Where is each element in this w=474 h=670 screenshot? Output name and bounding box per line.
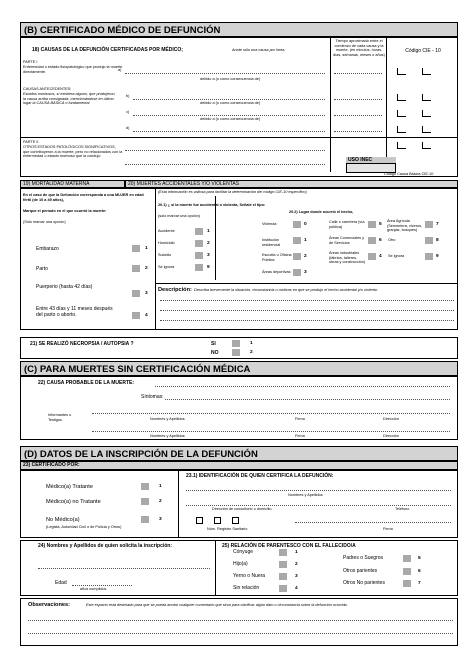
cie-box-a2[interactable] bbox=[422, 68, 431, 75]
q19-code-1: 1 bbox=[145, 246, 148, 251]
q201-checkbox-1[interactable] bbox=[195, 228, 203, 235]
cie-box-c2[interactable] bbox=[422, 110, 431, 117]
time-line-c bbox=[334, 115, 382, 116]
q25-checkbox-7[interactable] bbox=[403, 580, 411, 587]
q202-area-agricola: Área Agrícola (Sementera, viveros, granjas, bosques) bbox=[387, 219, 423, 233]
observaciones-note: Este espacio está destinado para que se pueda anotar cualquier comentario que sirva para clarificar algún dato o circunstancia sobre la defunción ocurrida. bbox=[86, 603, 348, 607]
q25-checkbox-3[interactable] bbox=[279, 573, 287, 580]
parte2-desc: OTROS ESTADOS PATOLÓGICOS SIGNIFICATIVOS, que contribuyeron a la muerte, pero no relacionados con la enfermedad o estado morboso que la condujo bbox=[23, 145, 123, 159]
descripcion-line-2 bbox=[160, 310, 454, 311]
time-line-d bbox=[334, 131, 382, 132]
informante-line-1 bbox=[92, 413, 450, 414]
q25-checkbox-5[interactable] bbox=[403, 555, 411, 562]
q19-checkbox-1[interactable] bbox=[132, 245, 140, 252]
q201-checkbox-3[interactable] bbox=[195, 252, 203, 259]
q20-label: 20) MUERTES ACCIDENTALES Y/O VIOLENTAS bbox=[128, 181, 240, 187]
cie-box-a[interactable] bbox=[397, 68, 406, 75]
q23-bar bbox=[20, 461, 458, 470]
q19-intro: En el caso de que la Defunción corresponda a una MUJER en edad fértil (de 10 a 49 años), bbox=[23, 193, 144, 202]
sintomas-line bbox=[165, 399, 450, 400]
q24-label: 24) Nombres y Apellidos de quien solicita la inscripción: bbox=[38, 543, 173, 549]
q19-code-4: 4 bbox=[145, 313, 148, 318]
q202-checkbox-0[interactable] bbox=[293, 221, 301, 228]
q202-areas-comerciales: Áreas Comerciales y de Servicios bbox=[329, 236, 365, 245]
q24-line bbox=[38, 568, 210, 569]
q202-code-9: 9 bbox=[436, 254, 439, 259]
cause-line-b bbox=[133, 99, 325, 100]
q18-note: Anote sólo una causa por línea. bbox=[232, 48, 286, 52]
q23-code-2: 2 bbox=[159, 499, 162, 504]
q231-nombres: Nombres y Apellidos bbox=[288, 493, 323, 497]
q19-checkbox-4[interactable] bbox=[132, 312, 140, 319]
q202-code-1: 1 bbox=[304, 238, 307, 243]
cie-box-b[interactable] bbox=[397, 94, 406, 101]
q19-option-43dias: Entre 43 días y 11 meses después del parto o aborto. bbox=[36, 306, 113, 318]
q201-code-2: 2 bbox=[207, 241, 210, 246]
registro-box-1[interactable] bbox=[196, 517, 203, 524]
edad-line bbox=[72, 585, 132, 586]
q19-question: Marque el período en el que ocurrió la muerte: bbox=[23, 209, 107, 213]
q201-q202-divider bbox=[215, 196, 216, 280]
q202-code-8: 8 bbox=[436, 238, 439, 243]
q21-code-1: 1 bbox=[250, 341, 253, 346]
q231-line-1 bbox=[186, 490, 451, 491]
obs-line-1 bbox=[28, 620, 453, 621]
col-direccion-1: Dirección bbox=[383, 417, 399, 421]
q23-option-no-medico: No Médico(a) bbox=[46, 517, 80, 523]
parte2-line-1 bbox=[125, 150, 325, 151]
consecuencia-a: debido a (o como consecuencia de) bbox=[200, 77, 261, 81]
q23-label: 23) CERTIFICADO POR: bbox=[23, 462, 80, 468]
q201-code-1: 1 bbox=[207, 229, 210, 234]
q202-calle: Calle o carretera (vía pública) bbox=[329, 220, 365, 229]
q23-option-tratante: Médico(a) Tratante bbox=[46, 484, 93, 490]
q19-option-embarazo: Embarazo bbox=[36, 246, 59, 252]
causas-title: CAUSAS ANTECEDENTES: bbox=[23, 87, 72, 91]
q202-checkbox-3[interactable] bbox=[293, 269, 301, 276]
q25-yerno: Yerno o Nuera bbox=[233, 573, 266, 579]
col-nombres-2: Nombres y Apellidos bbox=[150, 434, 185, 438]
q22-line bbox=[155, 386, 450, 387]
q25-label: 25) RELACIÓN DE PARENTESCO CON EL FALLECIDO/A bbox=[222, 543, 356, 549]
cie-box-p2[interactable] bbox=[397, 142, 406, 149]
q21-code-2: 2 bbox=[250, 350, 253, 355]
q202-checkbox-2[interactable] bbox=[293, 253, 301, 260]
q201-label: 20.1) ¿ si la muerte fue accidental o violenta, Señale el tipo: bbox=[158, 203, 266, 207]
q202-code-7: 7 bbox=[436, 222, 439, 227]
q25-code-4: 4 bbox=[295, 586, 298, 591]
col-nombres-1: Nombres y Apellidos bbox=[150, 417, 185, 421]
q202-checkbox-5[interactable] bbox=[368, 221, 376, 228]
q23-checkbox-1[interactable] bbox=[141, 483, 149, 490]
cie-header: Código CIE - 10 bbox=[405, 48, 441, 54]
q19-code-2: 2 bbox=[145, 266, 148, 271]
codigo-causa-basica: Código Causa Básica CIE-10 bbox=[384, 172, 434, 176]
cie-column-divider bbox=[386, 37, 387, 172]
q25-sin-relacion: Sin relación bbox=[233, 585, 260, 591]
q202-checkbox-7[interactable] bbox=[425, 221, 433, 228]
q23-code-3: 3 bbox=[159, 517, 162, 522]
q19-option-parto: Parto bbox=[36, 266, 48, 272]
causas-desc: Estados morbosos, si existiera alguno, que produjeron la causa arriba consignada, mencionándose en último lugar la CAUSA BÁSICA o fundamental bbox=[23, 92, 115, 106]
parte2-divider bbox=[20, 137, 458, 138]
time-line-a bbox=[334, 73, 382, 74]
letter-b: b) bbox=[126, 94, 130, 98]
q202-checkbox-1[interactable] bbox=[293, 237, 301, 244]
q231-registro: Núm. Registro Sanitario bbox=[207, 527, 248, 531]
q21-checkbox-si[interactable] bbox=[232, 340, 240, 347]
observaciones-label: Observaciones: bbox=[28, 602, 70, 608]
q25-checkbox-2[interactable] bbox=[279, 561, 287, 568]
cause-line-c bbox=[133, 115, 325, 116]
q25-code-6: 6 bbox=[418, 569, 421, 574]
q23-option-no-tratante: Médico(a) no Tratante bbox=[46, 499, 101, 505]
q21-checkbox-no[interactable] bbox=[232, 349, 240, 356]
q19-checkbox-2[interactable] bbox=[132, 265, 140, 272]
cause-line-d bbox=[133, 131, 325, 132]
edad-unit: años cumplidos bbox=[80, 587, 107, 591]
descripcion-divider bbox=[155, 283, 458, 284]
parte2-title: PARTE II bbox=[23, 140, 39, 144]
cie-box-b2[interactable] bbox=[422, 94, 431, 101]
q25-conyuge: Cónyuge bbox=[233, 549, 254, 555]
q23-note: (Legista, Autoridad Civil o de Policía y Otros) bbox=[46, 525, 122, 529]
cause-line-a bbox=[125, 73, 325, 74]
q201-accidente: Accidente bbox=[158, 229, 175, 233]
q201-code-3: 3 bbox=[207, 253, 210, 258]
q231-firma: Firma bbox=[383, 527, 393, 531]
consecuencia-b: debido a (o como consecuencia de) bbox=[200, 101, 261, 105]
informantes-label: Informantes o Testigos bbox=[48, 413, 72, 422]
q231-line-2 bbox=[186, 505, 451, 506]
q22-label: 22) CAUSA PROBABLE DE LA MUERTE: bbox=[38, 380, 135, 386]
col-firma-1: Firma bbox=[295, 417, 305, 421]
q202-areas-deportivas: Áreas deportivas bbox=[262, 270, 291, 274]
q202-checkbox-6[interactable] bbox=[368, 237, 376, 244]
registro-box-2[interactable] bbox=[214, 517, 221, 524]
q19-q20-divider bbox=[155, 188, 156, 330]
q19-option-puerperio: Puerperio (hasta 42 días) bbox=[36, 284, 93, 290]
q201-suicidio: Suicidio bbox=[158, 253, 172, 257]
q202-code-3: 3 bbox=[304, 270, 307, 275]
q201-hint: (solo marcar una opción) bbox=[158, 214, 200, 218]
q202-vivienda: Vivienda bbox=[262, 222, 277, 226]
q19-checkbox-3[interactable] bbox=[132, 290, 140, 297]
q202-code-0: 0 bbox=[304, 222, 307, 227]
q202-label: 20.2) Lugar donde ocurrió el hecho, bbox=[289, 210, 354, 214]
descripcion-note: Describa brevemente la situación, circunstancia o motivos en que se produjo el hecho accidental y/o violento. bbox=[194, 288, 379, 292]
col-direccion-2: Dirección bbox=[383, 434, 399, 438]
q21-si: SI bbox=[211, 341, 216, 347]
registro-box-3[interactable] bbox=[232, 517, 239, 524]
q19-code-3: 3 bbox=[145, 291, 148, 296]
q202-code-4: 4 bbox=[379, 254, 382, 259]
q25-padres: Padres o Suegros bbox=[343, 555, 384, 561]
cie-box-d[interactable] bbox=[397, 126, 406, 133]
q202-institucion: Institución residencial bbox=[262, 238, 281, 247]
descripcion-label: Descripción: bbox=[158, 287, 192, 293]
parte1-title: PARTE I bbox=[23, 60, 38, 64]
cie-box-d2[interactable] bbox=[422, 126, 431, 133]
q21-no: NO bbox=[211, 350, 219, 356]
q21-label: 21) SE REALIZÓ NECROPSIA / AUTOPSIA ? bbox=[30, 341, 134, 347]
q25-code-3: 3 bbox=[295, 574, 298, 579]
q201-code-9: 9 bbox=[207, 265, 210, 270]
obs-line-2 bbox=[28, 633, 453, 634]
section-d-title: (D) DATOS DE LA INSCRIPCIÓN DE LA DEFUNCIÓN bbox=[20, 446, 458, 461]
q202-se-ignora: Se ignora bbox=[388, 254, 405, 258]
uso-inec-bar: USO INEC bbox=[346, 157, 396, 163]
q231-telefono: Teléfono bbox=[395, 507, 410, 511]
q202-checkbox-9[interactable] bbox=[425, 253, 433, 260]
informante-line-2 bbox=[92, 431, 450, 432]
consecuencia-c: debido a (o como consecuencia de) bbox=[200, 117, 261, 121]
q202-checkbox-8[interactable] bbox=[425, 237, 433, 244]
tiempo-header: Tiempo aproximado entre el comienzo de cada causa y la muerte. (en minutos, horas, días, semanas, meses o años) bbox=[333, 39, 385, 57]
section-c-title: (C) PARA MUERTES SIN CERTIFICACIÓN MÉDICA bbox=[20, 361, 458, 376]
q20-note: (Esta información es valiosa para facilitar la determinación del código CIE-10 específico) bbox=[158, 190, 307, 194]
letter-d: d) bbox=[126, 126, 130, 130]
col-firma-2: Firma bbox=[295, 434, 305, 438]
q201-checkbox-2[interactable] bbox=[195, 240, 203, 247]
time-line-b bbox=[334, 99, 382, 100]
q201-checkbox-9[interactable] bbox=[195, 264, 203, 271]
q25-code-5: 5 bbox=[418, 556, 421, 561]
q23-code-1: 1 bbox=[159, 484, 162, 489]
firma-line bbox=[295, 522, 451, 523]
q25-hijo: Hijo(a) bbox=[233, 561, 248, 567]
q202-code-2: 2 bbox=[304, 254, 307, 259]
q25-checkbox-6[interactable] bbox=[403, 568, 411, 575]
cie-box-c[interactable] bbox=[397, 110, 406, 117]
cie-box-p2b[interactable] bbox=[422, 142, 431, 149]
q19-label: 19) MORTALIDAD MATERNA bbox=[23, 181, 90, 187]
time-column-divider bbox=[330, 37, 331, 172]
letter-c: c) bbox=[126, 110, 130, 114]
q23-checkbox-2[interactable] bbox=[141, 498, 149, 505]
q202-checkbox-4[interactable] bbox=[368, 253, 376, 260]
q25-code-1: 1 bbox=[295, 550, 298, 555]
q202-escuela: Escuela u Oficina Pública bbox=[262, 253, 292, 262]
q25-code-7: 7 bbox=[418, 581, 421, 586]
q19-hint: (Sólo marcar una opción) bbox=[23, 220, 66, 224]
q25-checkbox-1[interactable] bbox=[279, 549, 287, 556]
edad-label: Edad bbox=[55, 580, 67, 586]
q201-se-ignora: Se ignora bbox=[158, 265, 175, 269]
parte2-line-2 bbox=[125, 164, 325, 165]
descripcion-line-1 bbox=[160, 300, 454, 301]
q231-direccion: Dirección de consultorio o domicilio bbox=[212, 507, 272, 511]
q25-otros-parientes: Otros parientes bbox=[343, 568, 378, 574]
q25-checkbox-4[interactable] bbox=[279, 585, 287, 592]
descripcion-line-3 bbox=[160, 320, 454, 321]
q231-label: 23.1) IDENTIFICACIÓN DE QUIEN CERTIFICA LA DEFUNCIÓN: bbox=[186, 473, 334, 479]
q23-checkbox-3[interactable] bbox=[141, 516, 149, 523]
q202-areas-industriales: Áreas industriales (fábrica, talleres, obras y construcción) bbox=[329, 251, 366, 265]
q202-code-5: 5 bbox=[379, 222, 382, 227]
q24-q25-divider bbox=[215, 540, 216, 596]
section-b-title: (B) CERTIFICADO MÉDICO DE DEFUNCIÓN bbox=[20, 22, 458, 37]
q25-otros-no-parientes: Otros No parientes bbox=[343, 580, 385, 586]
sintomas-label: Síntomas: bbox=[141, 394, 164, 400]
q18-label: 18) CAUSAS DE LA DEFUNCIÓN CERTIFICADAS POR MÉDICO; bbox=[32, 47, 183, 53]
letter-a: a) bbox=[118, 68, 122, 72]
q23-divider bbox=[178, 470, 179, 538]
parte1-desc: Enfermedad o estado fisiopatológico que produjo la muerte directamente. bbox=[23, 65, 123, 74]
q202-otro: Otro bbox=[388, 238, 396, 242]
q25-code-2: 2 bbox=[295, 562, 298, 567]
q201-homicidio: Homicidio bbox=[158, 241, 175, 245]
q202-code-6: 6 bbox=[379, 238, 382, 243]
